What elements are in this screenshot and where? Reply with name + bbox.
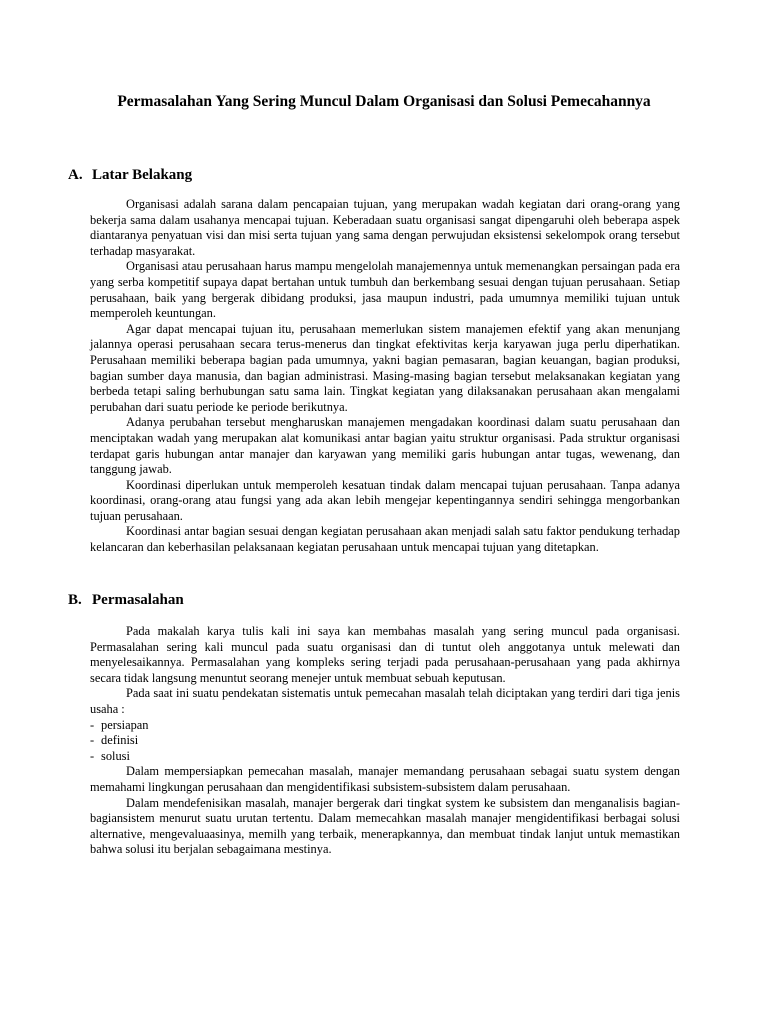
list-item-text: solusi: [101, 748, 130, 763]
section-b-paragraph-4: Dalam mendefenisikan masalah, manajer bergerak dari tingkat system ke subsistem dan menganalisis bagian-bagiansistem menurut suatu urutan tertentu. Dalam memecahkan masalah manajer mengidentifikasi berbagai solusi alternative, mengevaluaasinya, memilh yang terbaik, menerapkannya, dan membuat tindak lanjut untuk memastikan bahwa solusi itu berjalan sebagaimana mestinya.: [90, 795, 680, 857]
section-a-title: Latar Belakang: [92, 167, 193, 183]
list-item: - solusi: [90, 748, 130, 763]
section-a-body: [90, 197, 680, 556]
section-b-body: [90, 624, 680, 858]
list-item-text: persiapan: [101, 717, 149, 732]
list-item: - persiapan: [90, 717, 149, 732]
section-a-heading: [68, 165, 192, 185]
section-b-paragraph-3: Dalam mempersiapkan pemecahan masalah, manajer memandang perusahaan sebagai suatu system dengan memahami lingkungan perusahaan dan mengidentifikasi subsistem-subsistem dalam perusahaan.: [90, 764, 680, 794]
document-title: Permasalahan Yang Sering Muncul Dalam Organisasi dan Solusi Pemecahannya: [117, 93, 651, 110]
section-b-number: B.: [68, 592, 82, 608]
section-a-paragraph-6: Koordinasi antar bagian sesuai dengan kegiatan perusahaan akan menjadi salah satu faktor pendukung terhadap kelancaran dan keberhasilan pelaksanaan kegiatan perusahaan untuk mencapai tujuan yang ditetapkan.: [90, 524, 680, 555]
section-b-paragraph-2: Pada saat ini suatu pendekatan sistematis untuk pemecahan masalah telah diciptakan yang terdiri dari tiga jenis usaha :: [90, 686, 680, 716]
section-a-number: A.: [68, 167, 83, 183]
list-item-text: definisi: [101, 733, 139, 748]
section-a-paragraph-3: Agar dapat mencapai tujuan itu, perusahaan memerlukan sistem manajemen efektif yang akan menunjang jalannya operasi perusahaan secara terus-menerus dan tingkat efektivitas kerja karyawan juga perlu diperhatikan. Perusahaan memiliki beberapa bagian pada umumnya, yakni bagian pemasaran, bagian keuangan, bagian produksi, bagian sumber daya manusia, dan bagian administrasi. Masing-masing bagian tersebut melaksanakan kegiatan yang berbeda tetapi saling berhubungan satu sama lain. Tingkat kegiatan yang dilaksanakan perusahaan akan mengalami perubahan dari suatu periode ke periode berikutnya.: [90, 321, 680, 414]
section-b-title: Permasalahan: [92, 592, 184, 608]
list-item: - definisi: [90, 733, 139, 748]
section-a-paragraph-1: Organisasi adalah sarana dalam pencapaian tujuan, yang merupakan wadah kegiatan dari orang-orang yang bekerja sama dalam usahanya mencapai tujuan. Keberadaan suatu organisasi sangat dipengaruhi oleh beberapa aspek diantaranya penyatuan visi dan misi serta tujuan yang sama dengan perwujudan eksistensi sekelompok orang tersebut terhadap masyarakat.: [90, 197, 680, 258]
section-a-paragraph-2: Organisasi atau perusahaan harus mampu mengelolah manajemennya untuk memenangkan persaingan pada era yang serba kompetitif supaya dapat bertahan untuk tumbuh dan berkembang sesuai dengan tujuan perusahaan. Setiap perusahaan, baik yang bergerak dibidang produksi, jasa maupun industri, pada umumnya memiliki tujuan untuk memperoleh keuntungan.: [90, 259, 680, 321]
section-b-paragraph-1: Pada makalah karya tulis kali ini saya kan membahas masalah yang sering muncul pada organisasi. Permasalahan sering kali muncul pada suatu organisasi dan di tuntut oleh anggotanya untuk melewati dan menyelesaikannya. Permasalahan yang kompleks sering terjadi pada perusahaan-perusahaan yang pada akhirnya secara tidak langsung menuntut seorang menejer untuk membuat sebuah keputusan.: [90, 624, 680, 685]
section-a-paragraph-5: Koordinasi diperlukan untuk memperoleh kesatuan tindak dalam mencapai tujuan perusahaan. Tanpa adanya koordinasi, orang-orang atau fungsi yang ada akan lebih mengejar kepentingannya sendiri sehingga mengorbankan tujuan perusahaan.: [90, 477, 680, 523]
section-a-paragraph-4: Adanya perubahan tersebut mengharuskan manajemen mengadakan koordinasi dalam suatu perusahaan dan menciptakan wadah yang merupakan alat komunikasi antar bagian yaitu struktur organisasi. Pada struktur organisasi terdapat garis hubungan antar manajer dan karyawan yang memiliki garis hubungan antar tugas, wewenang, dan tanggung jawab.: [90, 415, 680, 477]
section-b-heading: [68, 590, 184, 610]
